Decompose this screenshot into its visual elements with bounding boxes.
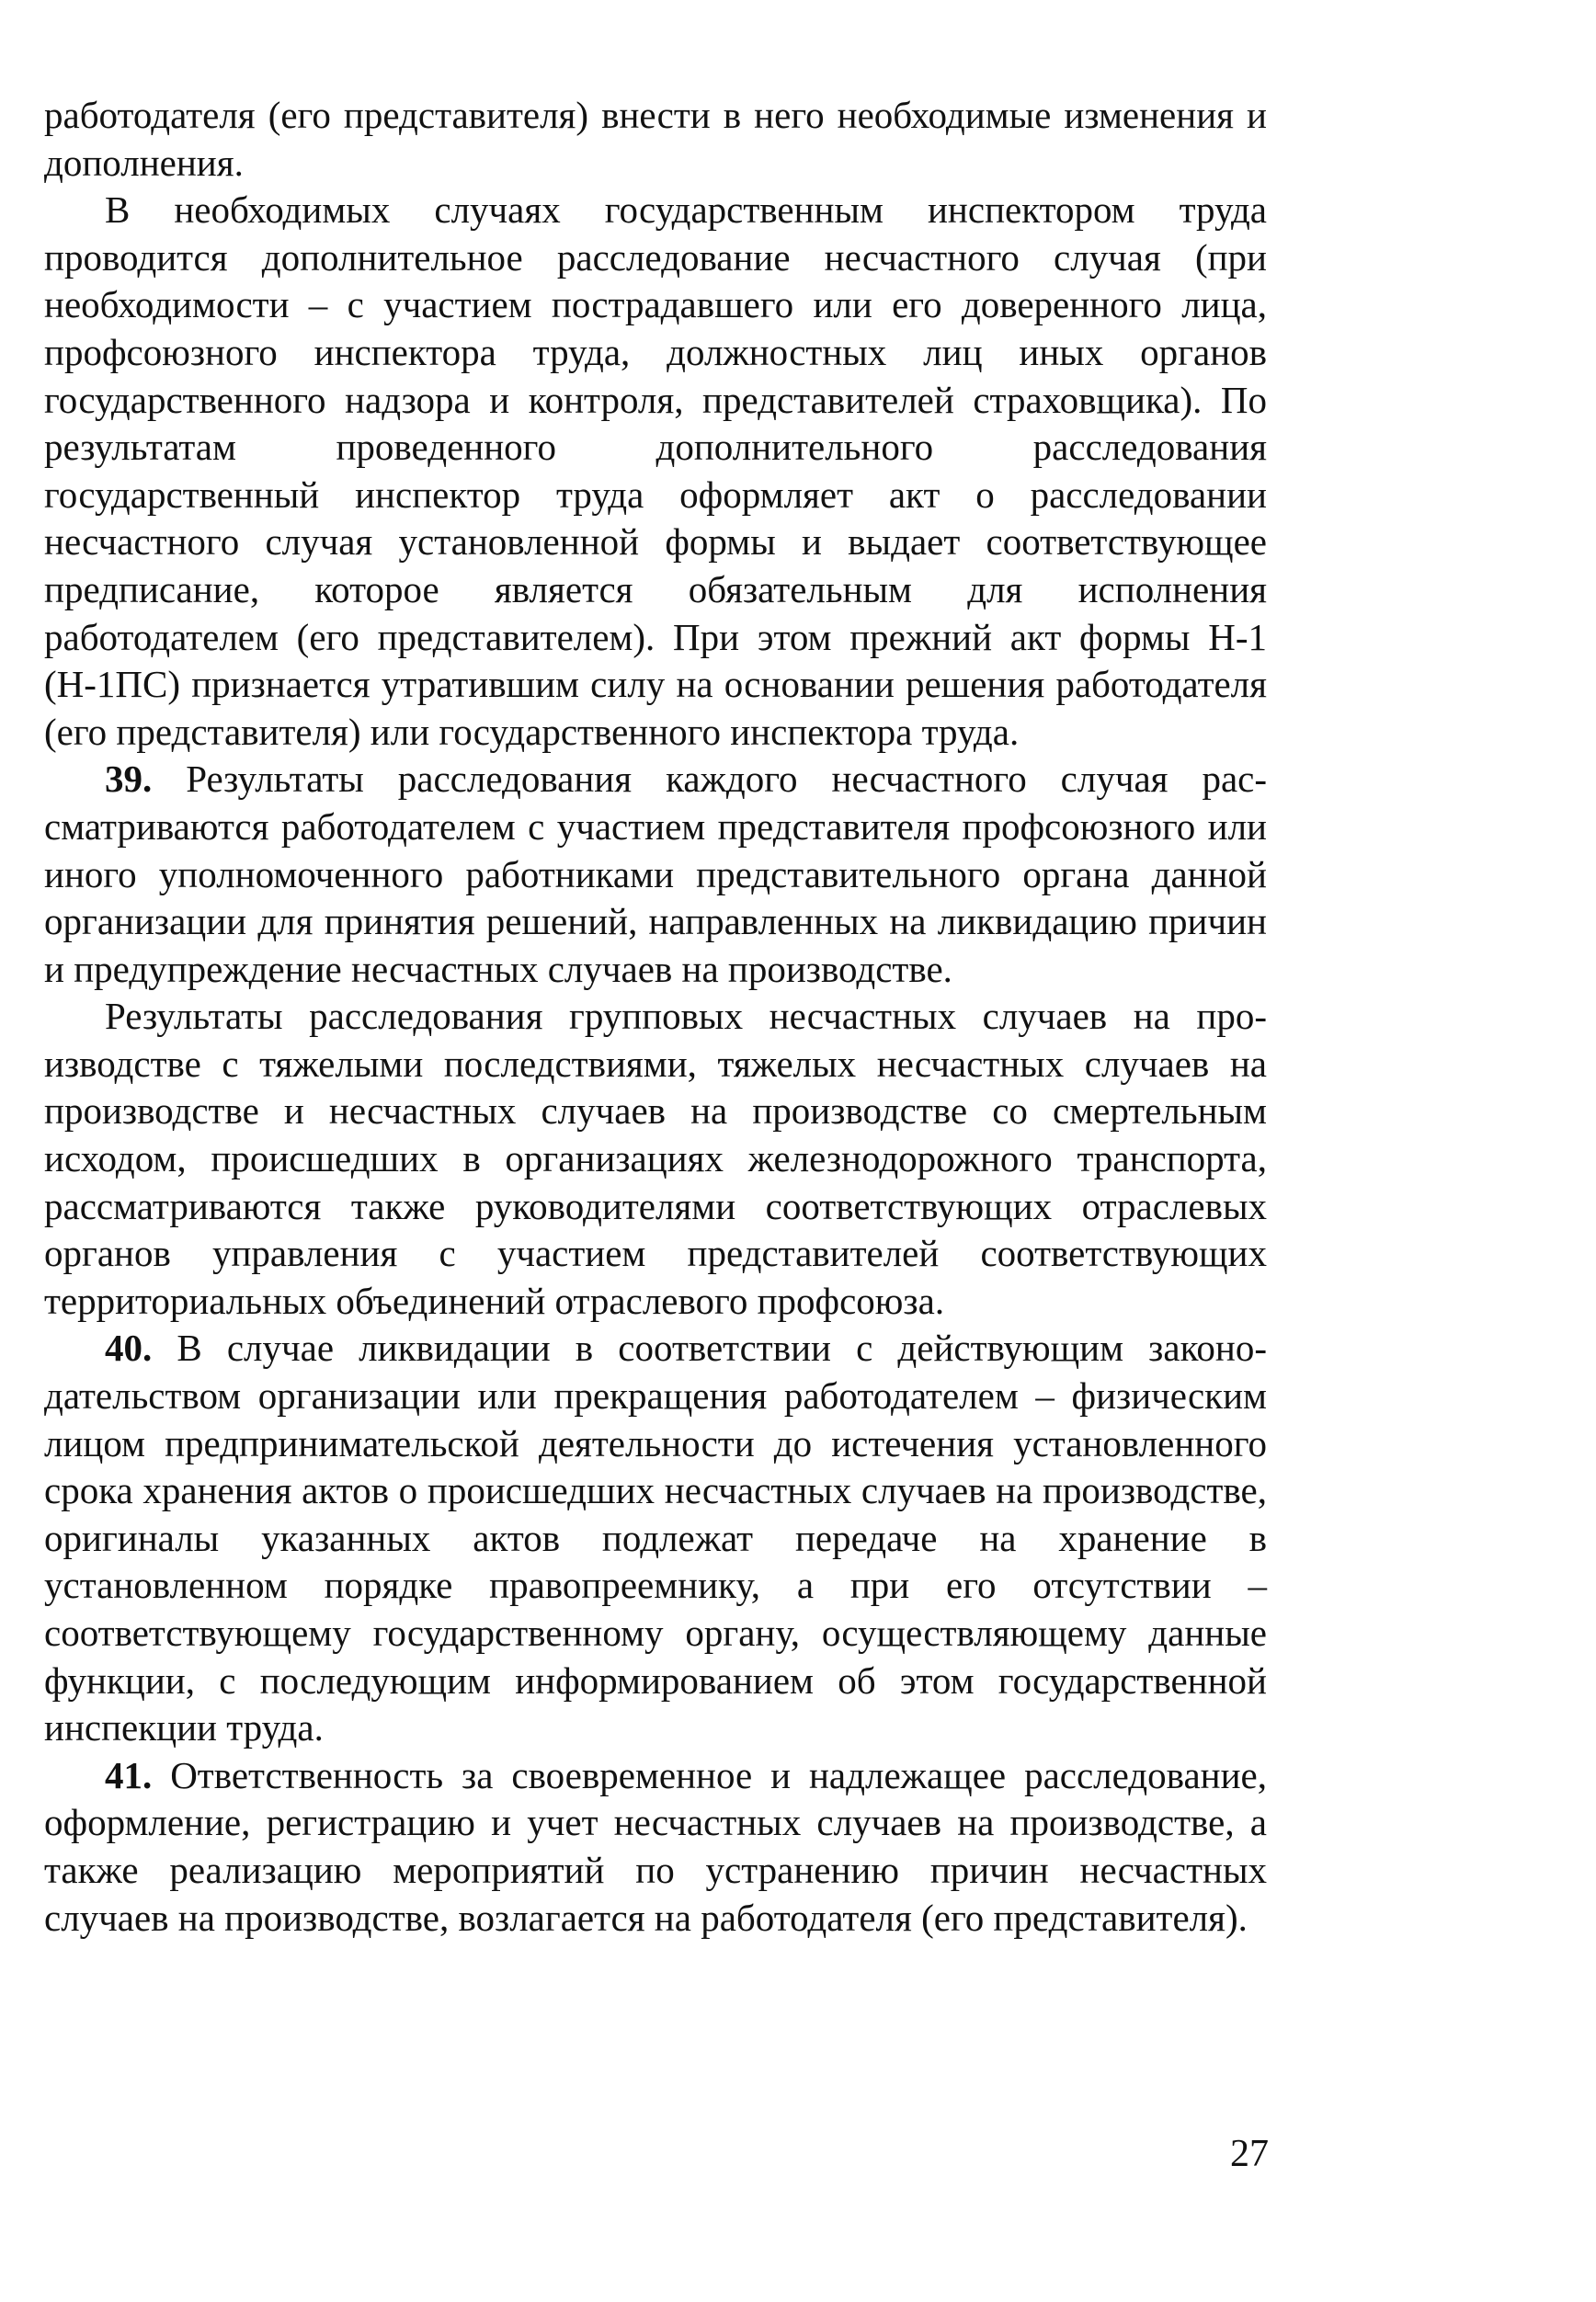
paragraph-continuation [44, 92, 1267, 187]
paragraph-text: работодателя (его представителя) внести в него необходимые изменения и дополнения. [44, 94, 1267, 184]
paragraph-text: В необходимых случаях государственным инспектором труда проводится дополнительное расследование несчастного случая (при необходимости – с участием пострадавшего или его доверенного лица, профсоюзного инспектора труда, должностных лиц иных органов государственного надзора и контроля, представителей страховщика). По результатам проведенного дополнительного расследования государственный инспектор труда оформляет акт о расследовании несчастного случая установленной формы и выдает соответствующее предписание, которое является обязательным для исполнения работодателем (его представителем). При этом прежний акт формы Н-1 (Н-1ПС) признается утратившим силу на основании решения работодателя (его представителя) или государственного инспектора труда. [44, 188, 1267, 753]
paragraph-item-40 [44, 1325, 1267, 1751]
item-number: 40. [105, 1327, 153, 1370]
paragraph-text: Результаты расследования групповых несчастных случаев на производстве с тяжелыми последствиями, тяжелых несчастных случаев на производстве и несчастных случаев на производстве со смертельным исходом, происшедших в организациях железнодорожного транспорта, рассматриваются также руководителями соответствующих отраслевых органов управления с участием представителей соответствующих территориальных объединений отраслевого профсоюза. [44, 995, 1267, 1322]
paragraph-text: Результаты расследования каждого несчастного случая рассматриваются работодателем с участием представителя профсоюзного или иного уполномоченного работниками представительного органа данной организации для принятия решений, направленных на ликвидацию причин и предупреждение несчастных случаев на производстве. [44, 758, 1268, 990]
item-number: 39. [105, 758, 153, 801]
paragraph-additional-investigation [44, 187, 1267, 756]
body-text [44, 92, 1267, 1942]
page-number: 27 [1230, 2133, 1269, 2175]
paragraph-item-39 [44, 756, 1267, 993]
paragraph-group-results [44, 993, 1267, 1325]
item-number: 41. [105, 1753, 153, 1796]
paragraph-text: В случае ликвидации в соответствии с действующим законодательством организации или прекращения работодателем – физическим лицом предпринимательской деятельности до истечения установленного срока хранения актов о происшедших несчастных случаев на производстве, оригиналы указанных актов подлежат передаче на хранение в установленном порядке правопреемнику, а при его отсутствии – соответствующему государственному органу, осуществляющему данные функции, с последующим информированием об этом государственной инспекции труда. [44, 1327, 1268, 1749]
paragraph-item-41 [44, 1752, 1267, 1942]
paragraph-text: Ответственность за своевременное и надлежащее расследование, оформление, регистрацию и учет несчастных случаев на производстве, а также реализацию мероприятий по устранению причин несчастных случаев на производстве, возлагается на работодателя (его представителя). [44, 1753, 1267, 1939]
